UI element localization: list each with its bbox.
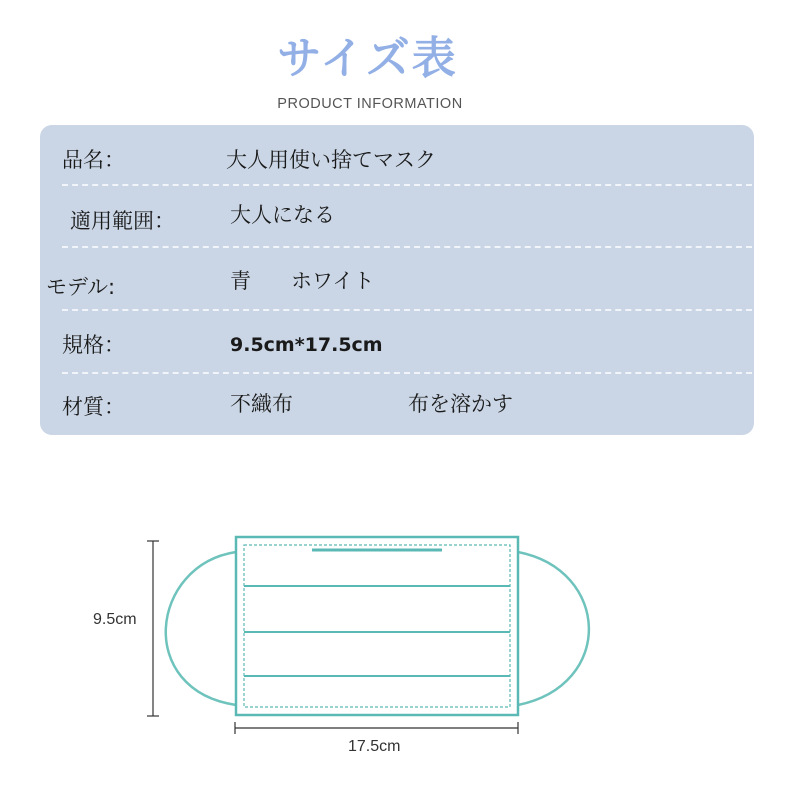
left-ear-loop <box>166 552 236 705</box>
width-label: 17.5cm <box>348 738 401 755</box>
row-label: 適用範囲： <box>70 209 175 233</box>
height-label: 9.5cm <box>93 611 137 628</box>
table-row-material <box>40 387 754 427</box>
table-row-product-name <box>40 140 754 180</box>
height-dimension <box>147 541 159 716</box>
mask-body <box>236 537 518 715</box>
page-title: サイズ表 <box>277 33 458 84</box>
row-value: 9.5cm*17.5cm <box>230 334 383 356</box>
row-value-nonwoven: 不織布 <box>230 392 293 416</box>
row-label: 規格： <box>62 333 125 357</box>
page-subtitle: PRODUCT INFORMATION <box>277 96 463 112</box>
table-row-scope <box>40 201 754 241</box>
row-value-meltblown: 布を溶かす <box>408 392 513 416</box>
row-divider <box>62 309 752 311</box>
row-label: モデル: <box>46 275 116 299</box>
row-label: 品名： <box>62 148 125 172</box>
right-ear-loop <box>518 552 589 705</box>
row-value-white: ホワイト <box>291 269 375 293</box>
width-dimension <box>235 722 518 734</box>
row-divider <box>62 246 752 248</box>
product-info-table <box>40 125 754 435</box>
row-divider <box>62 372 752 374</box>
row-value: 大人になる <box>230 203 335 227</box>
row-label: 材質： <box>62 395 125 419</box>
row-value: 大人用使い捨てマスク <box>226 148 436 172</box>
mask-size-diagram <box>0 500 800 800</box>
table-row-spec <box>40 325 754 365</box>
row-value-blue: 青 <box>230 269 251 293</box>
table-row-model <box>40 264 754 304</box>
row-divider <box>62 184 752 186</box>
